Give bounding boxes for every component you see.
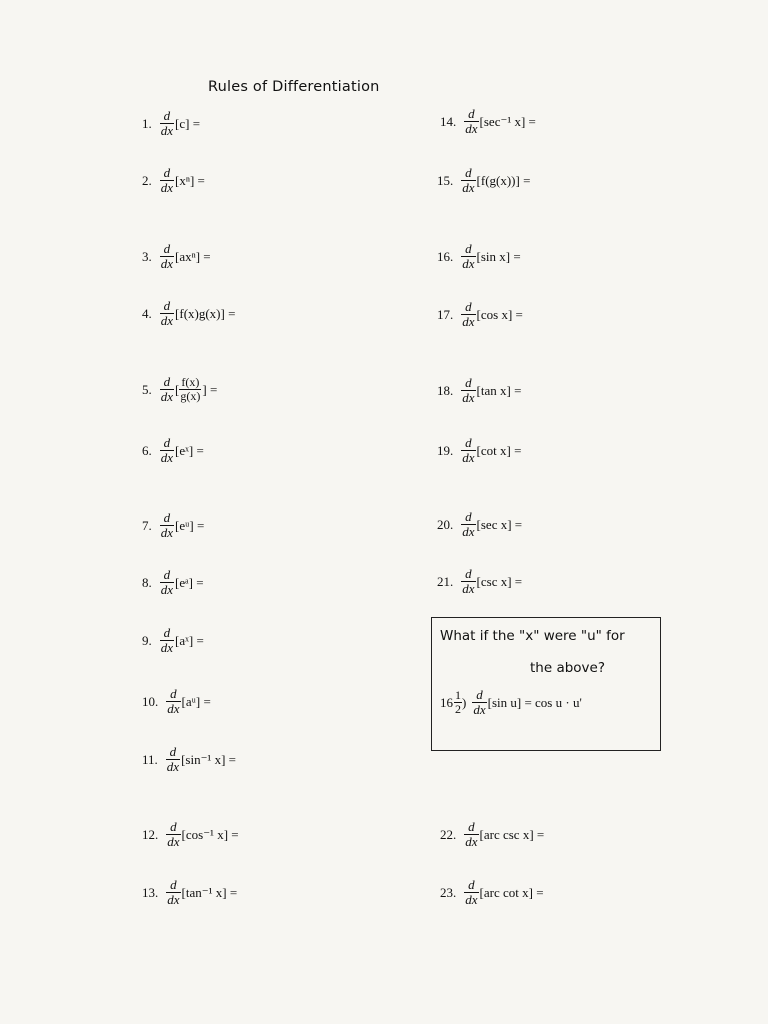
rule-21 [437,567,522,596]
rule-20 [437,510,522,539]
rule-expression: [arc csc x] = [479,826,545,842]
rule-expression: [sec⁻¹ x] = [479,113,536,129]
rule-expression: [sin⁻¹ x] = [181,751,236,767]
rule-expression: [tan x] = [476,382,522,398]
rule-expression: [cos x] = [476,306,523,322]
example-expression: [sin u] = cos u · u' [487,694,582,710]
rule-number: 3. [142,248,152,264]
example-number: 16 $\frac{1}{2}$ ) [440,688,467,716]
rule-number: 20. [437,516,454,532]
rule-number: 12. [142,826,159,842]
derivative-operator: $\frac{d}{dx}$ [462,375,475,405]
rule-expression: [c] = [175,115,201,131]
rule-number: 1. [142,115,152,131]
page-title: Rules of Differentiation [208,79,380,95]
rule-13 [142,878,237,907]
derivative-operator: $\frac{d}{dx}$ [167,686,180,716]
rule-number: 21. [437,573,454,589]
half-fraction: $\frac{1}{2}$ [455,688,461,716]
rule-number: 17. [437,306,454,322]
rule-number: 2. [142,172,152,188]
derivative-operator: $\frac{d}{dx}$ [160,567,174,597]
box-example [440,688,582,717]
rule-16 [437,242,521,271]
rule-number: 19. [437,442,454,458]
derivative-operator: $\frac{d}{dx}$ [465,819,478,849]
rule-expression: [csc x] = [476,573,523,589]
rule-expression: [eᵘ] = [175,517,205,533]
rule-23 [440,878,544,907]
rule-number: 5. [142,381,152,397]
rule-22 [440,820,544,849]
rule-number: 6. [142,442,152,458]
rule-18 [437,376,521,405]
rule-expression: [tan⁻¹ x] = [181,884,238,900]
rule-number: 7. [142,517,152,533]
rule-number: 9. [142,632,152,648]
rule-number: 16. [437,248,454,264]
derivative-operator: $\frac{d}{dx}$ [465,877,478,907]
quotient-fraction: $\frac{f(x)}{g(x)}$ [180,375,201,403]
rule-expression-close: ] = [202,381,218,397]
rule-4 [142,299,235,328]
rule-15 [437,166,530,195]
rule-expression: [arc cot x] = [479,884,544,900]
rule-9 [142,626,204,655]
rule-expression: [f(g(x))] = [476,172,531,188]
rule-11 [142,745,236,774]
derivative-operator: $\frac{d}{dx}$ [160,241,174,271]
derivative-operator: $\frac{d}{dx}$ [160,510,174,540]
rule-expression: [aᵘ] = [181,693,211,709]
rule-14 [440,107,536,136]
derivative-operator: $\frac{d}{dx}$ [462,299,475,329]
rule-19 [437,436,521,465]
rule-number: 18. [437,382,454,398]
rule-expression: [xⁿ] = [175,172,205,188]
derivative-operator: $\frac{d}{dx}$ [462,165,475,195]
derivative-operator: $\frac{d}{dx}$ [160,435,174,465]
derivative-operator: $\frac{d}{dx}$ [160,108,174,138]
rule-expression: [eˣ] = [175,442,204,458]
box-question-line-1: What if the "x" were "u" for [440,628,625,644]
rule-7 [142,511,204,540]
derivative-operator: $\frac{d}{dx}$ [160,298,174,328]
derivative-operator: $\frac{d}{dx}$ [166,744,180,774]
rule-number: 10. [142,693,159,709]
derivative-operator: $\frac{d}{dx}$ [167,819,180,849]
rule-number: 23. [440,884,457,900]
rule-number: 15. [437,172,454,188]
derivative-operator: $\frac{d}{dx}$ [462,509,475,539]
rule-number: 4. [142,305,152,321]
rule-1 [142,109,200,138]
rule-2 [142,166,205,195]
rule-5 [142,375,217,404]
derivative-operator: $\frac{d}{dx}$ [473,687,486,717]
rule-number: 22. [440,826,457,842]
derivative-operator: $\frac{d}{dx}$ [160,374,174,404]
rule-3 [142,242,211,271]
derivative-operator: $\frac{d}{dx}$ [462,241,475,271]
rule-10 [142,687,211,716]
box-question-line-2: the above? [530,660,606,676]
rule-expression: [cot x] = [476,442,522,458]
rule-expression: [sin x] = [476,248,521,264]
derivative-operator: $\frac{d}{dx}$ [462,435,475,465]
rule-number: 11. [142,751,158,767]
derivative-operator: $\frac{d}{dx}$ [167,877,180,907]
rule-number: 13. [142,884,159,900]
rule-expression: [sec x] = [476,516,523,532]
rule-expression-open: [ [175,381,180,397]
rule-12 [142,820,239,849]
rule-17 [437,300,523,329]
rule-expression: [f(x)g(x)] = [175,305,236,321]
derivative-operator: $\frac{d}{dx}$ [160,165,174,195]
derivative-operator: $\frac{d}{dx}$ [465,106,478,136]
rule-expression: [cos⁻¹ x] = [181,826,239,842]
rule-expression: [axⁿ] = [175,248,211,264]
rule-expression: [aˣ] = [175,632,204,648]
rule-number: 8. [142,574,152,590]
derivative-operator: $\frac{d}{dx}$ [462,566,475,596]
derivative-operator: $\frac{d}{dx}$ [160,625,174,655]
rule-number: 14. [440,113,457,129]
rule-expression: [eᵃ] = [175,574,204,590]
rule-6 [142,436,204,465]
what-if-box [431,617,661,751]
rule-8 [142,568,204,597]
